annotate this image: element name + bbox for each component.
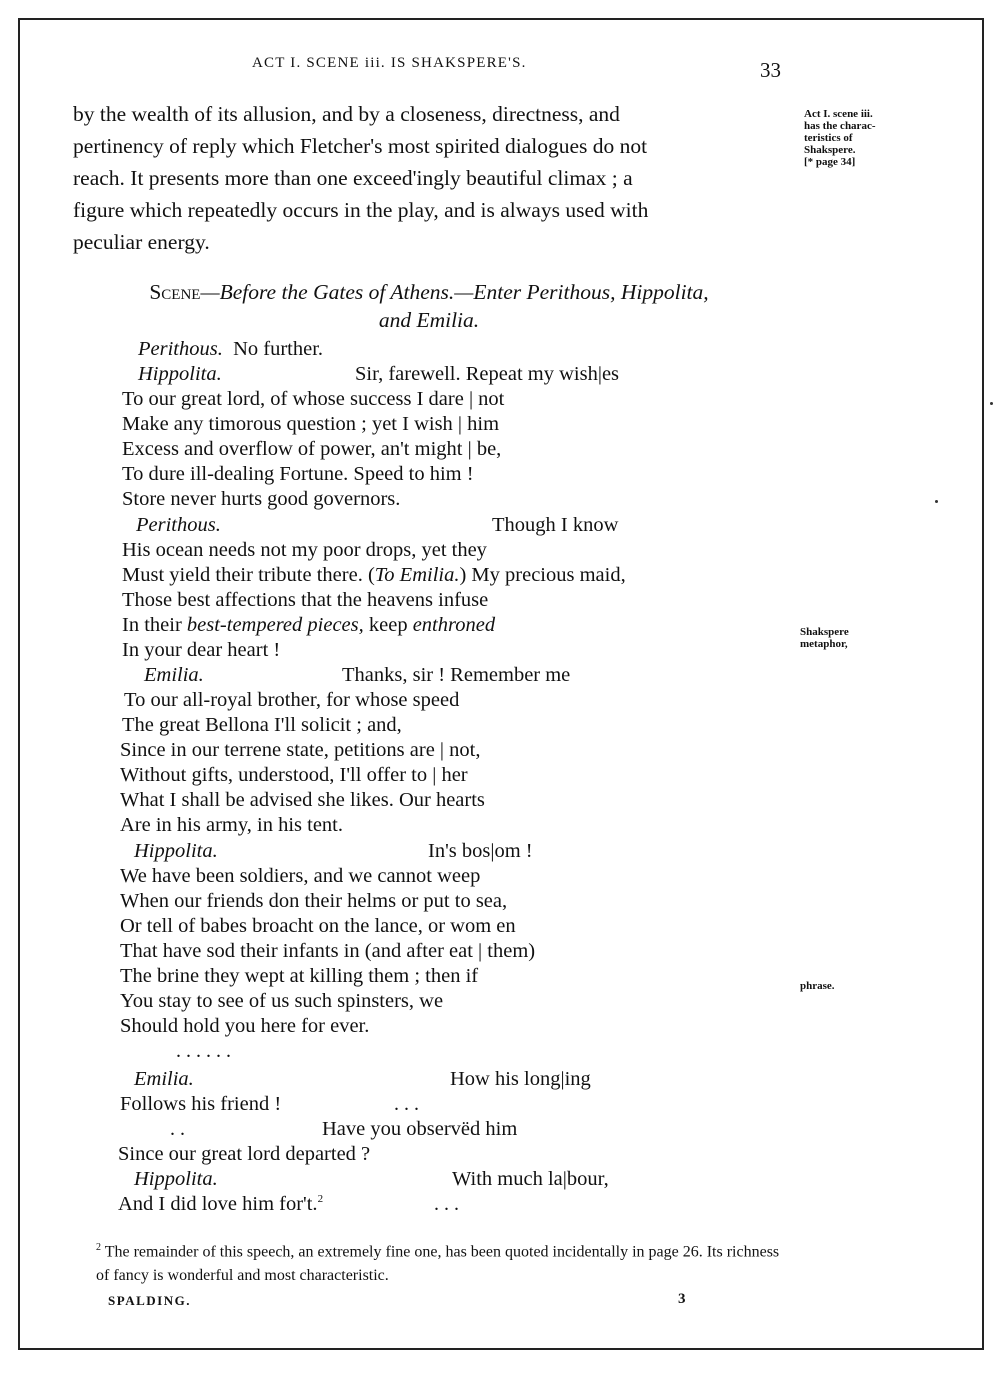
running-title: ACT I. SCENE iii. IS SHAKSPERE'S. — [252, 55, 527, 71]
scene-lead: Scene — [149, 280, 201, 304]
sidenote-line: teristics of — [804, 132, 853, 144]
scene-heading-text: —Before the Gates of Athens.—Enter Perithous, Hippolita, — [200, 280, 709, 304]
speaker-name: Emilia. — [144, 664, 204, 686]
speech-text: Sir, farewell. Repeat my wish|es — [355, 363, 620, 385]
speaker-name: Hippolita. — [138, 363, 222, 385]
ellipsis-row: . . . — [394, 1093, 419, 1115]
verse-line: What I shall be advised she likes. Our hearts — [120, 789, 485, 811]
verse-line: In your dear heart ! — [122, 639, 281, 661]
verse-line: The great Bellona I'll solicit ; and, — [122, 714, 402, 736]
intro-paragraph — [73, 98, 789, 258]
emphasis: enthroned — [412, 614, 496, 636]
verse-line: Excess and overflow of power, an't might | be, — [122, 438, 502, 460]
sidenote-line: Act I. scene iii. — [804, 108, 873, 120]
speaker-name: Hippolita. — [134, 840, 218, 862]
footnote-ref: 2 — [317, 1193, 324, 1206]
print-speck — [935, 500, 938, 503]
footnote — [96, 1236, 786, 1288]
verse-line: Must yield their tribute there. (To Emilia.) My precious maid, — [122, 564, 626, 586]
verse-line: Without gifts, understood, I'll offer to | her — [120, 764, 468, 786]
verse-line: You stay to see of us such spinsters, we — [120, 990, 444, 1012]
speaker-name: Hippolita. — [134, 1168, 218, 1190]
verse-line: We have been soldiers, and we cannot weep — [120, 865, 481, 887]
sidenote-characteristics — [804, 108, 876, 168]
verse-line: The brine they wept at killing them ; then if — [120, 965, 479, 987]
verse-line: Or tell of babes broacht on the lance, or wom en — [120, 915, 516, 937]
speech-text: Thanks, sir ! Remember me — [342, 664, 571, 686]
footnote-mark: 2 — [96, 1242, 101, 1253]
verse-line: Should hold you here for ever. — [120, 1015, 370, 1037]
speech-text: With much la|bour, — [452, 1168, 609, 1190]
verse-line: Make any timorous question ; yet I wish | him — [122, 413, 500, 435]
speech-text: Though I know — [492, 514, 619, 536]
ellipsis-row: . . . . . . — [176, 1040, 231, 1062]
verse-line: And I did love him for't.$^2$ — [118, 1193, 324, 1215]
verse-line: In their best-tempered pieces, keep enthroned — [122, 614, 496, 636]
sidenote-metaphor — [800, 626, 849, 650]
verse-line — [138, 338, 323, 361]
intro-line: by the wealth of its allusion, and by a closeness, directness, and — [73, 102, 620, 126]
intro-line: pertinency of reply which Fletcher's most spirited dialogues do not — [73, 134, 648, 158]
verse-line: To our great lord, of whose success I dare | not — [122, 388, 505, 410]
signature-number: 3 — [678, 1291, 686, 1307]
page-number: 33 — [760, 58, 781, 82]
verse-line: To dure ill-dealing Fortune. Speed to him ! — [122, 463, 474, 485]
speech-text: How his long|ing — [450, 1068, 591, 1090]
verse-line: Are in his army, in his tent. — [120, 814, 343, 836]
speech-text: No further. — [233, 338, 324, 360]
intro-line: peculiar energy. — [73, 230, 210, 254]
speech-text: In's bos|om ! — [428, 840, 533, 862]
verse-line: That have sod their infants in (and after eat | them) — [120, 940, 536, 962]
speech-text: Have you observëd him — [322, 1118, 518, 1140]
sidenote-line: Shakspere — [800, 626, 849, 638]
sidenote-line: metaphor, — [800, 638, 848, 650]
intro-line: figure which repeatedly occurs in the play, and is always used with — [73, 198, 649, 222]
verse-line: To our all-royal brother, for whose speed — [124, 689, 460, 711]
footnote-text: The remainder of this speech, an extremely fine one, has been quoted incidentally in page 26. Its richness of fancy is wonderful and most characteristic. — [96, 1243, 780, 1285]
scene-heading — [70, 278, 788, 334]
print-speck — [990, 402, 993, 405]
sidenote-line: [* page 34] — [804, 156, 856, 168]
ellipsis-row: . . — [170, 1118, 185, 1140]
emphasis: best-tempered pieces, — [186, 614, 364, 636]
sidenote-phrase: phrase. — [800, 980, 835, 992]
verse-line: Store never hurts good governors. — [122, 488, 401, 510]
verse-line: When our friends don their helms or put to sea, — [120, 890, 508, 912]
scene-heading-text: and Emilia. — [378, 308, 480, 332]
verse-line: Follows his friend ! — [120, 1093, 282, 1115]
intro-line: reach. It presents more than one exceed'ingly beautiful climax ; a — [73, 166, 633, 190]
speaker-name: Perithous. — [138, 338, 223, 360]
verse-line: Since in our terrene state, petitions are | not, — [120, 739, 481, 761]
verse-line: His ocean needs not my poor drops, yet they — [122, 539, 487, 561]
speaker-name: Emilia. — [134, 1068, 194, 1090]
verse-line: Those best affections that the heavens infuse — [122, 589, 489, 611]
sidenote-line: Shakspere. — [804, 144, 856, 156]
ellipsis-row: . . . — [434, 1193, 459, 1215]
signature-mark: SPALDING. — [108, 1293, 191, 1308]
sidenote-line: has the charac- — [804, 120, 876, 132]
stage-direction: To Emilia. — [374, 564, 460, 586]
verse-line: Since our great lord departed ? — [118, 1143, 371, 1165]
speaker-name: Perithous. — [136, 514, 221, 536]
